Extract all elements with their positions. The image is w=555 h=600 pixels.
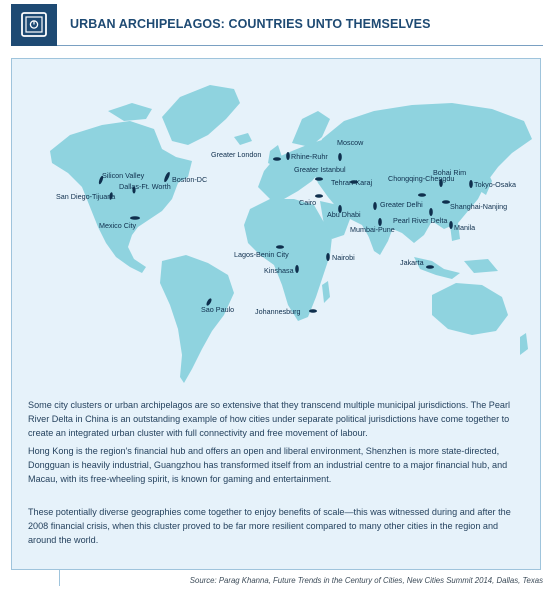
city-label-kinshasa: Kinshasa	[264, 266, 294, 275]
city-label-boston-dc: Boston-DC	[172, 175, 208, 184]
footer-tick	[59, 570, 60, 586]
header-divider	[57, 45, 543, 46]
city-marker-chongqing-chengdu	[418, 193, 426, 197]
paragraph-3: These potentially diverse geographies come together to enjoy benefits of scale—this was witnessed during and after the 2008 financial crisis, when this cluster proved to be far more resilient compared to many other cities in the region and around the world.	[28, 507, 511, 545]
city-label-greater-london: Greater London	[211, 150, 262, 159]
city-marker-greater-istanbul	[315, 177, 323, 181]
city-marker-pearl-river-delta	[429, 208, 433, 216]
city-label-nairobi: Nairobi	[332, 253, 355, 262]
city-label-dallas-ft-worth: Dallas-Ft. Worth	[119, 182, 171, 191]
australia-shape	[432, 283, 508, 335]
city-marker-kinshasa	[295, 265, 299, 273]
arctic-islands-shape	[108, 103, 152, 121]
iceland-shape	[234, 133, 252, 145]
city-marker-greater-delhi	[373, 202, 377, 210]
paragraph-1: Some city clusters or urban archipelagos are so extensive that they transcend multiple municipal jurisdictions. The Pearl River Delta in China is an outstanding example of how cities under separate political jurisdictions have come together to create an integrated urban cluster with full connectivity and free movement of labour.	[28, 400, 511, 438]
city-label-chongqing-chengdu: Chongqing-Chengdu	[388, 174, 455, 183]
city-label-sao-paulo: Sao Paulo	[201, 305, 235, 314]
city-label-manila: Manila	[454, 223, 476, 232]
source-citation: Source: Parag Khanna, Future Trends in the Century of Cities, New Cities Summit 2014, Dallas, Texas	[189, 576, 543, 585]
madagascar-shape	[322, 281, 330, 303]
city-label-shanghai-nanjing: Shanghai-Nanjing	[450, 202, 508, 211]
city-marker-rhine-ruhr	[286, 152, 290, 160]
city-label-san-diego-tijuana: San Diego-Tijuana	[56, 192, 116, 201]
south-america-shape	[160, 255, 234, 383]
city-label-rhine-ruhr: Rhine-Ruhr	[291, 152, 328, 161]
city-label-mexico-city: Mexico City	[99, 221, 137, 230]
new-zealand-shape	[520, 333, 528, 355]
city-label-silicon-valley: Silicon Valley	[102, 171, 145, 180]
city-label-tehran-karaj: Tehran-Karaj	[331, 178, 373, 187]
city-label-moscow: Moscow	[337, 138, 364, 147]
city-label-greater-istanbul: Greater Istanbul	[294, 165, 346, 174]
greenland-shape	[162, 85, 240, 145]
city-label-lagos-benin-city: Lagos-Benin City	[234, 250, 289, 259]
city-marker-cairo	[315, 194, 323, 198]
city-label-greater-delhi: Greater Delhi	[380, 200, 423, 209]
content-panel	[11, 58, 541, 570]
city-marker-moscow	[338, 153, 342, 161]
city-marker-manila	[449, 221, 453, 229]
safe-icon	[21, 12, 47, 38]
new-guinea-shape	[464, 259, 498, 273]
header	[0, 0, 555, 50]
city-marker-mexico-city	[130, 216, 140, 220]
city-label-bohai-rim: Bohai Rim	[433, 168, 467, 177]
page-title: URBAN ARCHIPELAGOS: COUNTRIES UNTO THEMSELVES	[70, 17, 431, 31]
city-marker-greater-london	[273, 157, 281, 161]
header-icon-box	[11, 4, 57, 46]
paragraph-2: Hong Kong is the region's financial hub and offers an open and liberal environment, Shenzhen is more state-directed, Dongguan is heavily industrial, Guangzhou has transformed itself from an industrial centre to a major financial hub, and Macau, with its free-wheeling spirit, is known for gaming and entertainment.	[28, 446, 508, 484]
city-label-cairo: Cairo	[299, 198, 317, 207]
africa-shape	[244, 199, 332, 321]
city-label-johannesburg: Johannesburg	[255, 307, 301, 316]
city-marker-shanghai-nanjing	[442, 200, 450, 204]
city-marker-jakarta	[426, 265, 434, 269]
city-label-mumbai-pune: Mumbai-Pune	[350, 225, 395, 234]
city-label-abu-dhabi: Abu Dhabi	[327, 210, 361, 219]
city-marker-tokyo-osaka	[469, 180, 473, 188]
city-marker-nairobi	[326, 253, 330, 261]
city-label-jakarta: Jakarta	[400, 258, 424, 267]
city-label-pearl-river-delta: Pearl River Delta	[393, 216, 448, 225]
city-marker-johannesburg	[309, 309, 317, 313]
city-marker-lagos-benin-city	[276, 245, 284, 249]
city-label-tokyo-osaka: Tokyo-Osaka	[474, 180, 516, 189]
